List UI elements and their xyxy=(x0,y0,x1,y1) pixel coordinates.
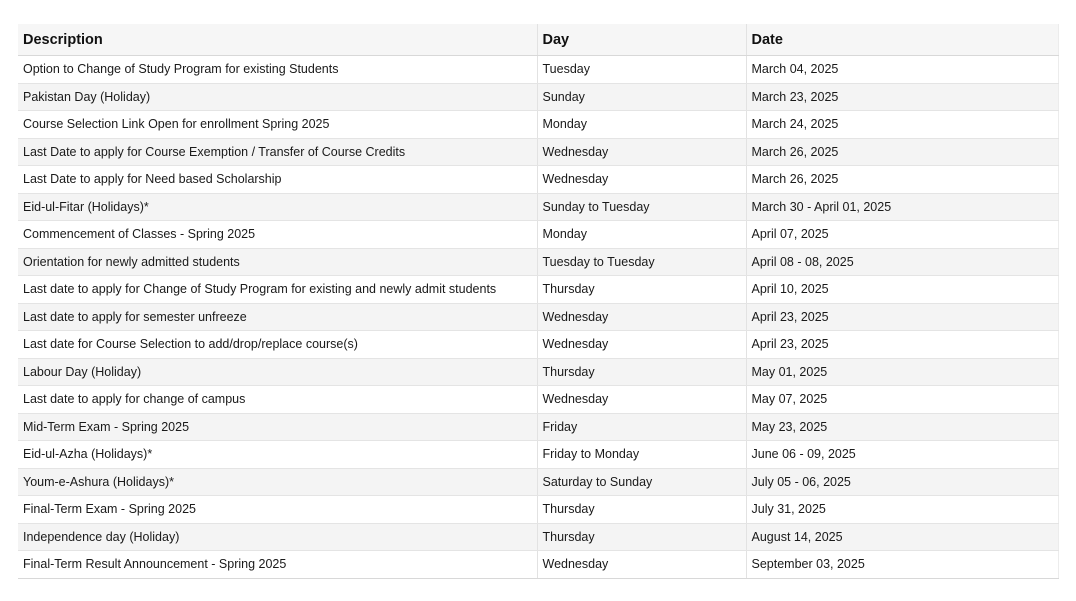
table-row xyxy=(18,386,1058,414)
cell-day: Wednesday xyxy=(537,386,746,414)
cell-description: Last date to apply for semester unfreeze xyxy=(18,303,537,331)
table-body xyxy=(18,56,1058,579)
cell-description: Last Date to apply for Course Exemption / Transfer of Course Credits xyxy=(18,138,537,166)
cell-date: July 31, 2025 xyxy=(746,496,1058,524)
cell-day: Wednesday xyxy=(537,138,746,166)
cell-description: Eid-ul-Fitar (Holidays)* xyxy=(18,193,537,221)
cell-description: Pakistan Day (Holiday) xyxy=(18,83,537,111)
cell-description: Final-Term Exam - Spring 2025 xyxy=(18,496,537,524)
cell-date: April 10, 2025 xyxy=(746,276,1058,304)
table-row xyxy=(18,83,1058,111)
cell-day: Thursday xyxy=(537,496,746,524)
table-row xyxy=(18,303,1058,331)
cell-description: Orientation for newly admitted students xyxy=(18,248,537,276)
table-row xyxy=(18,193,1058,221)
cell-day: Thursday xyxy=(537,358,746,386)
cell-date: April 07, 2025 xyxy=(746,221,1058,249)
cell-date: April 23, 2025 xyxy=(746,303,1058,331)
cell-date: May 07, 2025 xyxy=(746,386,1058,414)
table-row xyxy=(18,248,1058,276)
cell-date: March 30 - April 01, 2025 xyxy=(746,193,1058,221)
cell-description: Course Selection Link Open for enrollment Spring 2025 xyxy=(18,111,537,139)
cell-description: Independence day (Holiday) xyxy=(18,523,537,551)
header-day: Day xyxy=(537,24,746,56)
cell-description: Eid-ul-Azha (Holidays)* xyxy=(18,441,537,469)
calendar-table-container xyxy=(18,24,1058,579)
cell-day: Monday xyxy=(537,111,746,139)
cell-description: Mid-Term Exam - Spring 2025 xyxy=(18,413,537,441)
table-row xyxy=(18,551,1058,579)
table-row xyxy=(18,523,1058,551)
cell-date: March 04, 2025 xyxy=(746,56,1058,84)
cell-day: Thursday xyxy=(537,523,746,551)
table-row xyxy=(18,111,1058,139)
table-row xyxy=(18,166,1058,194)
table-row xyxy=(18,221,1058,249)
table-row xyxy=(18,331,1058,359)
cell-description: Last Date to apply for Need based Scholarship xyxy=(18,166,537,194)
cell-description: Youm-e-Ashura (Holidays)* xyxy=(18,468,537,496)
table-row xyxy=(18,138,1058,166)
cell-date: March 24, 2025 xyxy=(746,111,1058,139)
cell-description: Last date to apply for change of campus xyxy=(18,386,537,414)
table-header-row xyxy=(18,24,1058,56)
cell-day: Saturday to Sunday xyxy=(537,468,746,496)
table-row xyxy=(18,276,1058,304)
cell-date: June 06 - 09, 2025 xyxy=(746,441,1058,469)
cell-description: Labour Day (Holiday) xyxy=(18,358,537,386)
table-row xyxy=(18,496,1058,524)
cell-day: Tuesday xyxy=(537,56,746,84)
table-row xyxy=(18,413,1058,441)
cell-day: Sunday to Tuesday xyxy=(537,193,746,221)
table-row xyxy=(18,468,1058,496)
cell-day: Sunday xyxy=(537,83,746,111)
cell-date: September 03, 2025 xyxy=(746,551,1058,579)
cell-description: Last date to apply for Change of Study Program for existing and newly admit students xyxy=(18,276,537,304)
cell-date: July 05 - 06, 2025 xyxy=(746,468,1058,496)
cell-date: March 26, 2025 xyxy=(746,138,1058,166)
cell-date: May 01, 2025 xyxy=(746,358,1058,386)
cell-description: Final-Term Result Announcement - Spring 2025 xyxy=(18,551,537,579)
cell-day: Monday xyxy=(537,221,746,249)
table-row xyxy=(18,358,1058,386)
table-row xyxy=(18,441,1058,469)
cell-day: Wednesday xyxy=(537,166,746,194)
cell-date: August 14, 2025 xyxy=(746,523,1058,551)
cell-description: Option to Change of Study Program for existing Students xyxy=(18,56,537,84)
cell-date: March 26, 2025 xyxy=(746,166,1058,194)
cell-day: Friday to Monday xyxy=(537,441,746,469)
cell-date: May 23, 2025 xyxy=(746,413,1058,441)
cell-day: Friday xyxy=(537,413,746,441)
header-description: Description xyxy=(18,24,537,56)
cell-day: Wednesday xyxy=(537,331,746,359)
header-date: Date xyxy=(746,24,1058,56)
cell-day: Tuesday to Tuesday xyxy=(537,248,746,276)
cell-date: April 23, 2025 xyxy=(746,331,1058,359)
table-row xyxy=(18,56,1058,84)
cell-day: Wednesday xyxy=(537,303,746,331)
academic-calendar-table xyxy=(18,24,1059,579)
cell-date: March 23, 2025 xyxy=(746,83,1058,111)
cell-day: Wednesday xyxy=(537,551,746,579)
cell-description: Last date for Course Selection to add/drop/replace course(s) xyxy=(18,331,537,359)
cell-day: Thursday xyxy=(537,276,746,304)
cell-date: April 08 - 08, 2025 xyxy=(746,248,1058,276)
cell-description: Commencement of Classes - Spring 2025 xyxy=(18,221,537,249)
